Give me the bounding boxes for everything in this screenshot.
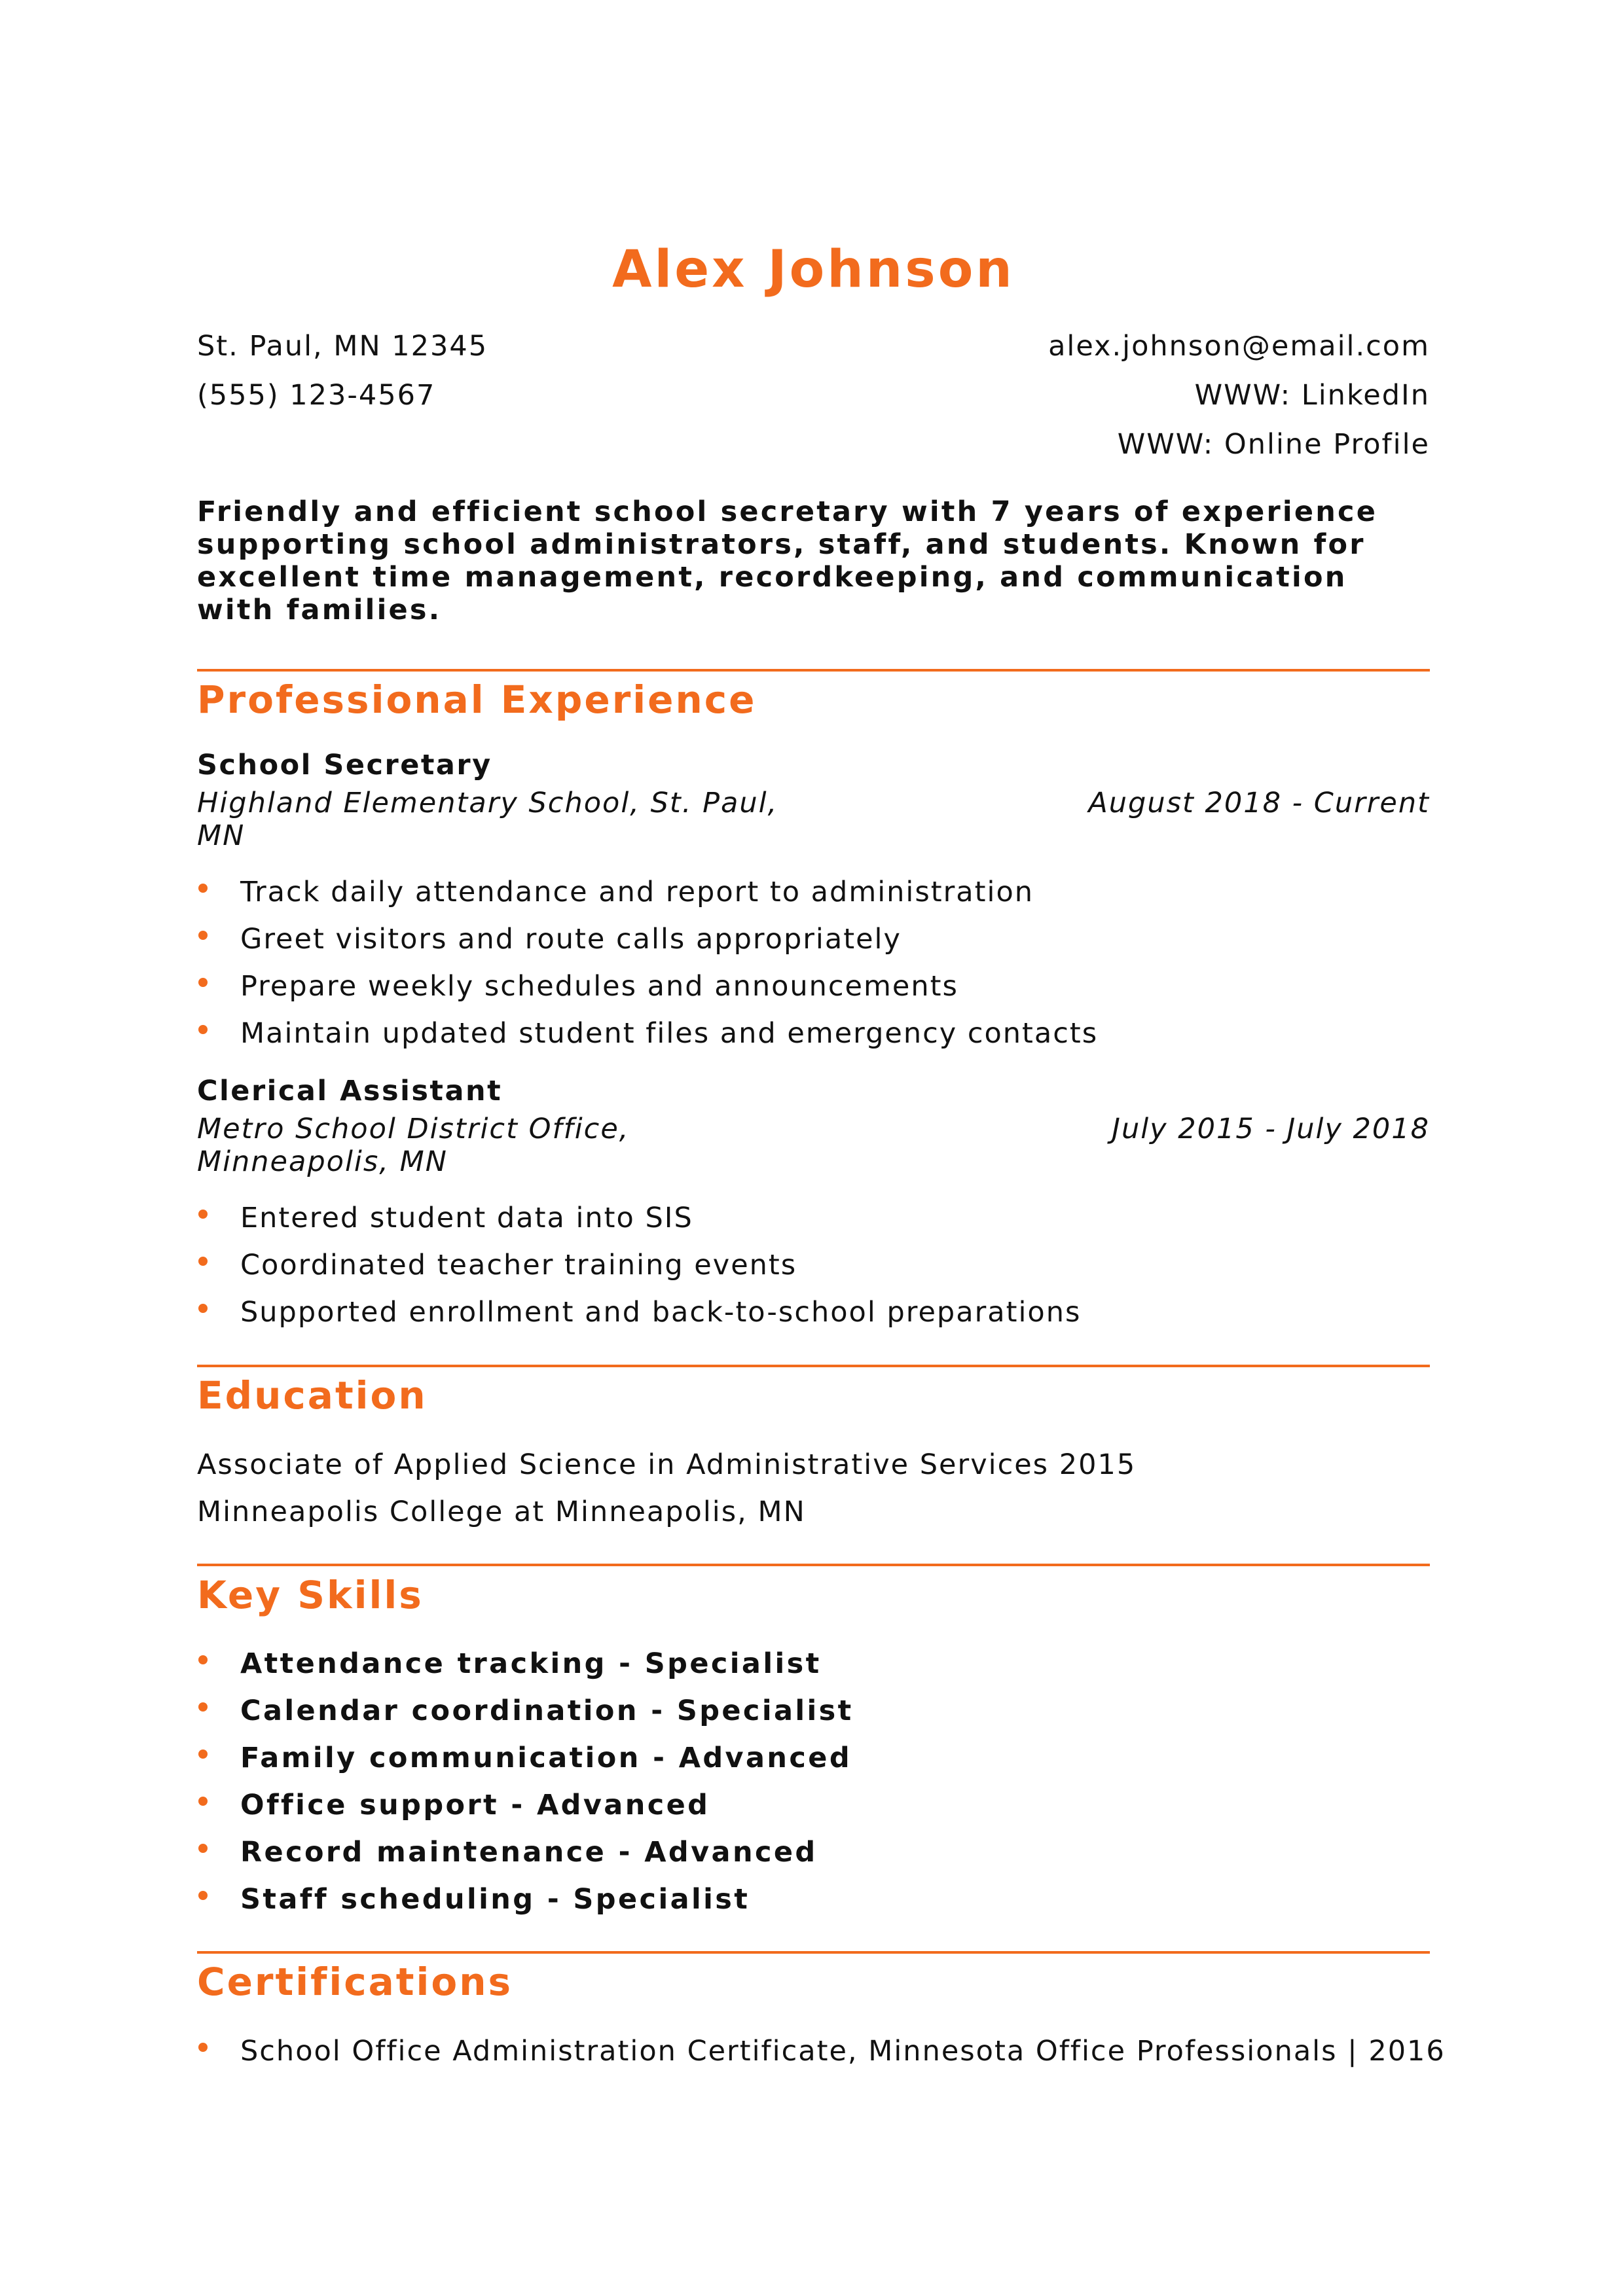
duty-text: Prepare weekly schedules and announcements bbox=[240, 970, 958, 1003]
job-duties bbox=[197, 869, 1430, 1057]
section-divider bbox=[197, 1951, 1430, 1954]
list-item bbox=[197, 1289, 1430, 1336]
duty-text: Track daily attendance and report to administration bbox=[240, 876, 1034, 908]
email-link[interactable]: alex.johnson@email.com bbox=[1048, 330, 1430, 363]
skill-text: Attendance tracking - Specialist bbox=[240, 1647, 822, 1680]
bullet-icon bbox=[198, 2043, 208, 2052]
job-title: Clerical Assistant bbox=[197, 1075, 503, 1107]
bullet-icon bbox=[198, 1749, 208, 1759]
list-item bbox=[197, 1640, 1430, 1687]
section-divider bbox=[197, 1365, 1430, 1367]
linkedin-link[interactable]: WWW: LinkedIn bbox=[1194, 379, 1430, 412]
job-organization-line: MN bbox=[197, 819, 246, 852]
list-item bbox=[197, 1876, 1430, 1923]
candidate-name: Alex Johnson bbox=[612, 240, 1015, 299]
school: Minneapolis College at Minneapolis, MN bbox=[197, 1496, 806, 1528]
list-item bbox=[197, 1734, 1430, 1782]
bullet-icon bbox=[198, 1025, 208, 1034]
job-organization bbox=[197, 787, 786, 852]
bullet-icon bbox=[198, 1702, 208, 1712]
online-profile-link[interactable]: WWW: Online Profile bbox=[1117, 428, 1430, 461]
list-item bbox=[197, 916, 1430, 963]
list-item bbox=[197, 1242, 1430, 1289]
duty-text: Coordinated teacher training events bbox=[240, 1249, 797, 1282]
certifications-list bbox=[197, 2028, 1446, 2075]
bullet-icon bbox=[198, 1304, 208, 1313]
duty-text: Maintain updated student files and emergency contacts bbox=[240, 1017, 1099, 1050]
section-divider bbox=[197, 669, 1430, 672]
skills-list bbox=[197, 1640, 1430, 1923]
professional-summary: Friendly and efficient school secretary with 7 years of experience supporting school administrators, staff, and students. Known for excellent time management, recordkeeping, and communication with families. bbox=[197, 495, 1378, 626]
contact-left bbox=[197, 322, 488, 420]
list-item bbox=[197, 1194, 1430, 1242]
section-divider bbox=[197, 1564, 1430, 1566]
certification-text: School Office Administration Certificate, Minnesota Office Professionals | 2016 bbox=[240, 2035, 1446, 2068]
list-item bbox=[197, 1829, 1430, 1876]
duty-text: Greet visitors and route calls appropriately bbox=[240, 923, 902, 956]
list-item bbox=[197, 2028, 1446, 2075]
address: St. Paul, MN 12345 bbox=[197, 330, 488, 363]
education-heading: Education bbox=[197, 1373, 428, 1418]
job-organization-line: Highland Elementary School, St. Paul, bbox=[197, 787, 778, 819]
skills-heading: Key Skills bbox=[197, 1573, 424, 1617]
duty-text: Supported enrollment and back-to-school preparations bbox=[240, 1296, 1082, 1329]
duty-text: Entered student data into SIS bbox=[240, 1202, 693, 1234]
skill-text: Staff scheduling - Specialist bbox=[240, 1883, 750, 1916]
job-dates: July 2015 - July 2018 bbox=[1112, 1113, 1430, 1145]
job-title: School Secretary bbox=[197, 749, 492, 781]
bullet-icon bbox=[198, 1891, 208, 1900]
list-item bbox=[197, 869, 1430, 916]
list-item bbox=[197, 963, 1430, 1010]
job-organization bbox=[197, 1113, 786, 1178]
phone: (555) 123-4567 bbox=[197, 379, 436, 412]
skill-text: Office support - Advanced bbox=[240, 1789, 710, 1821]
bullet-icon bbox=[198, 1257, 208, 1266]
job-dates: August 2018 - Current bbox=[1088, 787, 1430, 819]
bullet-icon bbox=[198, 1210, 208, 1219]
bullet-icon bbox=[198, 884, 208, 893]
bullet-icon bbox=[198, 1844, 208, 1853]
certifications-heading: Certifications bbox=[197, 1960, 513, 2004]
job-duties bbox=[197, 1194, 1430, 1336]
bullet-icon bbox=[198, 931, 208, 940]
bullet-icon bbox=[198, 978, 208, 987]
job-organization-line: Metro School District Office, bbox=[197, 1113, 630, 1145]
contact-right bbox=[1048, 322, 1430, 469]
job-organization-line: Minneapolis, MN bbox=[197, 1145, 448, 1178]
bullet-icon bbox=[198, 1655, 208, 1664]
degree: Associate of Applied Science in Administrative Services 2015 bbox=[197, 1448, 1137, 1481]
skill-text: Calendar coordination - Specialist bbox=[240, 1695, 854, 1727]
experience-heading: Professional Experience bbox=[197, 677, 757, 722]
skill-text: Record maintenance - Advanced bbox=[240, 1836, 818, 1869]
list-item bbox=[197, 1010, 1430, 1057]
bullet-icon bbox=[198, 1797, 208, 1806]
skill-text: Family communication - Advanced bbox=[240, 1742, 852, 1774]
list-item bbox=[197, 1687, 1430, 1734]
list-item bbox=[197, 1782, 1430, 1829]
